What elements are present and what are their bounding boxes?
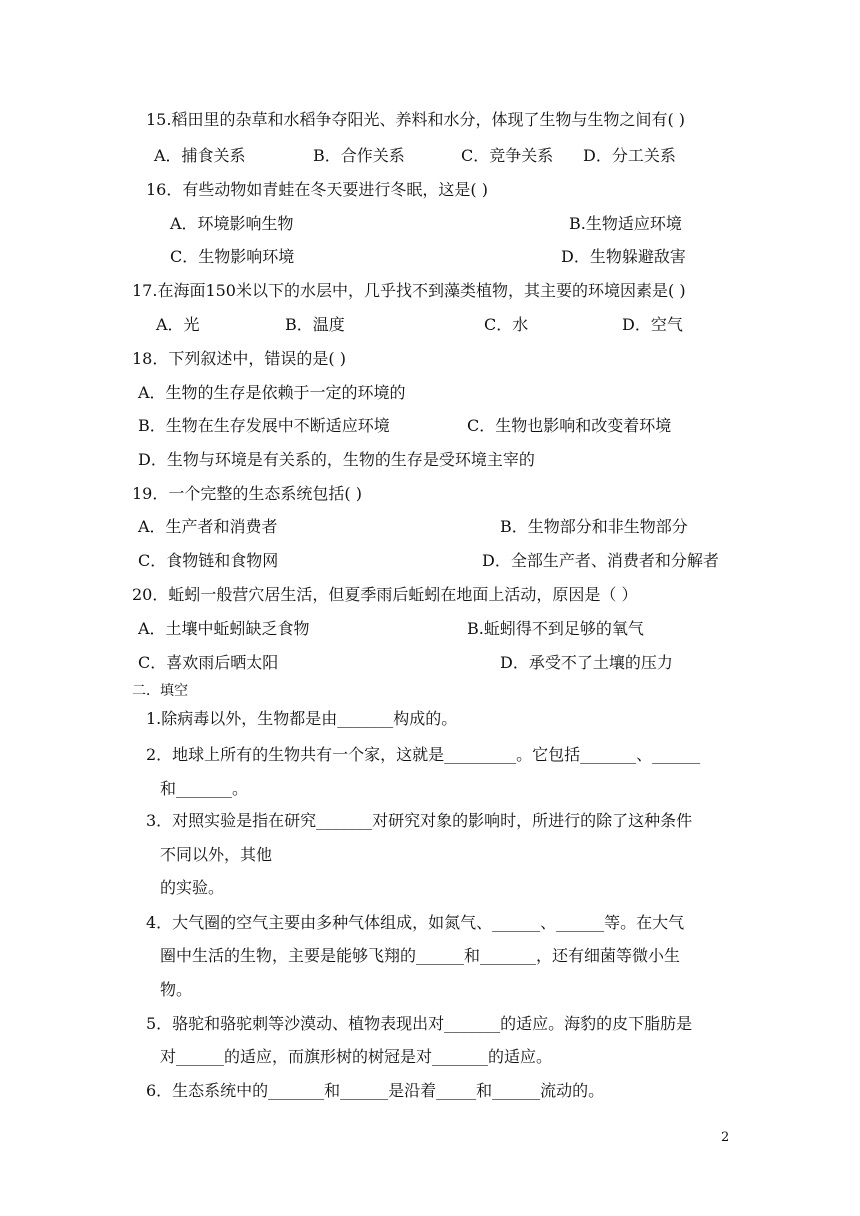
section-title-fill-in: 二．填空	[132, 683, 188, 699]
question-16-option-d: D．生物躲避敌害	[561, 247, 686, 266]
question-19-stem: 19．一个完整的生态系统包括( )	[132, 484, 362, 503]
question-15-stem: 15.稻田里的杂草和水稻争夺阳光、养料和水分，体现了生物与生物之间有( )	[146, 110, 686, 129]
fill-question-3-line-3: 的实验。	[160, 878, 225, 897]
question-19-option-a: A．生产者和消费者	[138, 517, 278, 536]
question-15-option-a: A．捕食关系	[154, 146, 246, 165]
question-17-option-b: B．温度	[285, 315, 345, 334]
fill-question-5-line-2: 对______的适应，而旗形树的树冠是对_______的适应。	[160, 1047, 553, 1066]
fill-question-5-line-1: 5．骆驼和骆驼刺等沙漠动、植物表现出对_______的适应。海豹的皮下脂肪是	[146, 1014, 693, 1033]
question-18-option-b: B．生物在生存发展中不断适应环境	[138, 416, 390, 435]
question-19-option-b: B．生物部分和非生物部分	[500, 517, 688, 536]
fill-question-4-line-1: 4．大气圈的空气主要由多种气体组成，如氮气、______、______等。在大气	[146, 913, 685, 932]
fill-question-4-line-2: 圈中生活的生物，主要是能够飞翔的______和_______，还有细菌等微小生	[160, 946, 681, 965]
question-18-stem: 18．下列叙述中，错误的是( )	[132, 349, 346, 368]
fill-question-3-line-2: 不同以外，其他	[160, 845, 273, 864]
question-16-option-c: C．生物影响环境	[170, 247, 295, 266]
question-20-stem: 20．蚯蚓一般营穴居生活，但夏季雨后蚯蚓在地面上活动，原因是（ ）	[132, 585, 638, 604]
question-16-option-a: A．环境影响生物	[170, 214, 294, 233]
question-18-option-d: D．生物与环境是有关系的，生物的生存是受环境主宰的	[138, 450, 535, 469]
question-19-option-c: C．食物链和食物网	[138, 551, 279, 570]
fill-question-1: 1.除病毒以外，生物都是由_______构成的。	[146, 709, 458, 728]
question-19-option-d: D．全部生产者、消费者和分解者	[482, 551, 719, 570]
question-16-option-b: B.生物适应环境	[569, 214, 682, 233]
question-18-option-c: C．生物也影响和改变着环境	[467, 416, 672, 435]
question-17-option-a: A．光	[156, 315, 200, 334]
question-17-option-d: D．空气	[622, 315, 683, 334]
question-17-option-c: C．水	[484, 315, 529, 334]
fill-question-2-line-1: 2．地球上所有的生物共有一个家，这就是_________。它包括_______、______	[146, 745, 701, 764]
page-number: 2	[721, 1130, 730, 1145]
question-16-stem: 16．有些动物如青蛙在冬天要进行冬眠，这是( )	[146, 180, 488, 199]
question-18-option-a: A．生物的生存是依赖于一定的环境的	[138, 383, 406, 402]
question-15-option-c: C．竞争关系	[461, 146, 554, 165]
question-15-option-b: B．合作关系	[313, 146, 405, 165]
question-17-stem: 17.在海面150米以下的水层中，几乎找不到藻类植物，其主要的环境因素是( )	[132, 281, 686, 300]
question-20-option-a: A．土壤中蚯蚓缺乏食物	[138, 619, 310, 638]
fill-question-3-line-1: 3．对照实验是指在研究_______对研究对象的影响时，所进行的除了这种条件	[146, 811, 693, 830]
question-20-option-b: B.蚯蚓得不到足够的氧气	[467, 619, 644, 638]
fill-question-2-line-2: 和_______。	[160, 779, 249, 798]
question-20-option-c: C．喜欢雨后晒太阳	[138, 653, 279, 672]
question-15-option-d: D．分工关系	[583, 146, 676, 165]
fill-question-4-line-3: 物。	[160, 980, 193, 999]
fill-question-6: 6．生态系统中的_______和______是沿着_____和______流动的。	[146, 1081, 605, 1100]
question-20-option-d: D．承受不了土壤的压力	[500, 653, 673, 672]
